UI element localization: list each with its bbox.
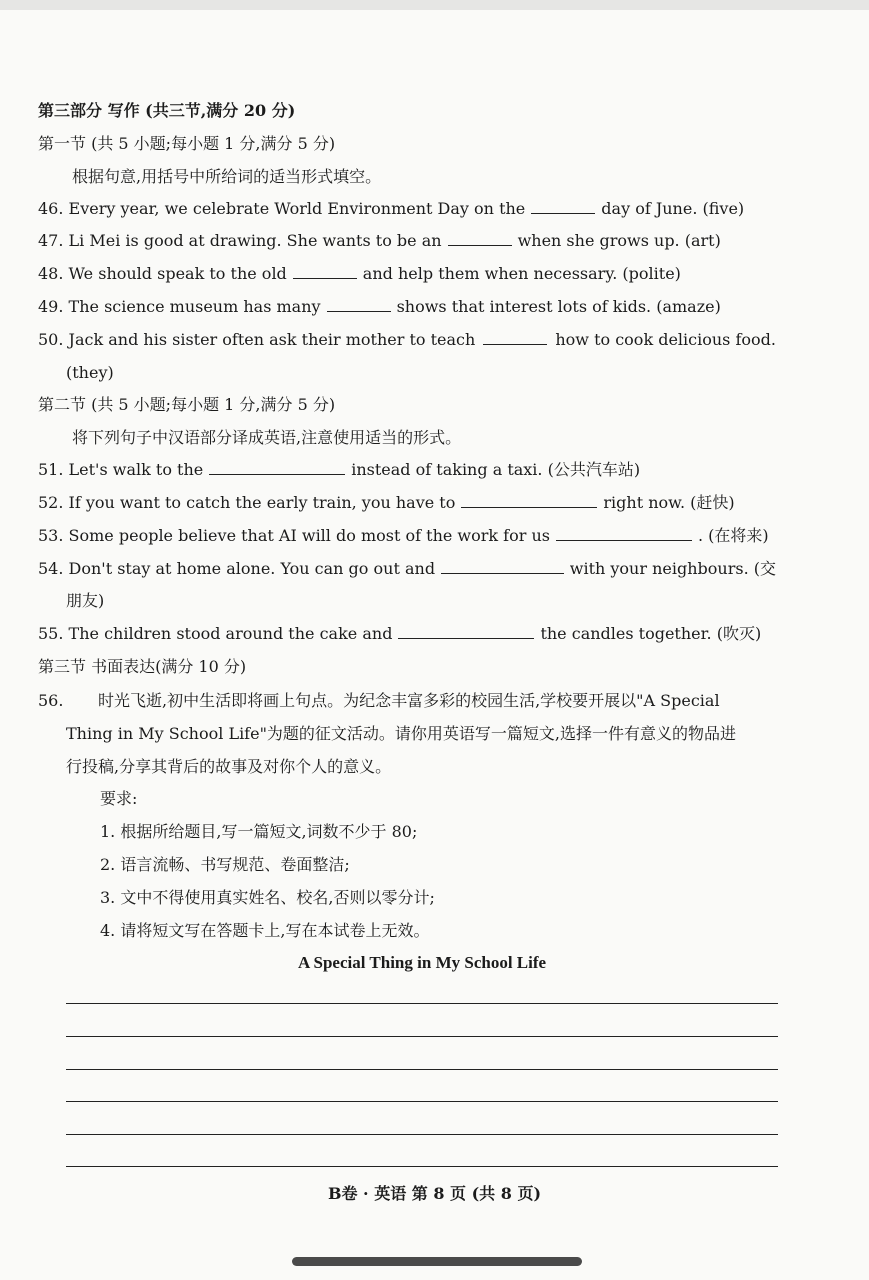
q56-prompt-line3: 行投稿,分享其背后的故事及对你个人的意义。: [66, 757, 392, 776]
part-title: 第三部分 写作 (共三节,满分 20 分): [38, 101, 296, 120]
q49-blank[interactable]: [327, 297, 391, 312]
q54-text: 54. Don't stay at home alone. You can go out and: [38, 559, 436, 578]
q51-text-after: instead of taking a taxi. (公共汽车站): [351, 460, 641, 479]
q55-blank[interactable]: [398, 624, 534, 639]
q46-text: 46. Every year, we celebrate World Environment Day on the: [38, 199, 526, 218]
q56-prompt-line2: Thing in My School Life"为题的征文活动。请你用英语写一篇短文,选择一件有意义的物品进: [66, 724, 737, 743]
q49-text: 49. The science museum has many: [38, 297, 321, 316]
page-footer: B卷 · 英语 第 8 页 (共 8 页): [327, 1184, 542, 1203]
q53-text-after: . (在将来): [697, 526, 769, 545]
question-49: [38, 297, 721, 317]
writing-line[interactable]: [66, 1036, 778, 1037]
question-54: [38, 559, 776, 579]
requirement-1: 1. 根据所给题目,写一篇短文,词数不少于 80;: [100, 822, 418, 841]
q47-text: 47. Li Mei is good at drawing. She wants to be an: [38, 231, 442, 250]
q50-text: 50. Jack and his sister often ask their mother to teach: [38, 330, 476, 349]
q53-blank[interactable]: [556, 526, 692, 541]
requirement-3: 3. 文中不得使用真实姓名、校名,否则以零分计;: [100, 888, 435, 907]
section1-instruction: 根据句意,用括号中所给词的适当形式填空。: [72, 167, 382, 186]
question-52: [38, 493, 735, 513]
question-51: [38, 460, 640, 480]
q54-text-after: with your neighbours. (交: [569, 559, 776, 578]
section1-title: 第一节 (共 5 小题;每小题 1 分,满分 5 分): [38, 134, 336, 153]
q55-text: 55. The children stood around the cake and: [38, 624, 393, 643]
q51-text: 51. Let's walk to the: [38, 460, 204, 479]
question-48: [38, 264, 681, 284]
q52-blank[interactable]: [461, 493, 597, 508]
q54-continuation: 朋友): [66, 591, 105, 610]
q47-text-after: when she grows up. (art): [517, 231, 721, 250]
q52-text-after: right now. (赶快): [603, 493, 735, 512]
question-47: [38, 231, 721, 251]
question-53: [38, 526, 769, 546]
q49-text-after: shows that interest lots of kids. (amaze): [396, 297, 721, 316]
section2-instruction: 将下列句子中汉语部分译成英语,注意使用适当的形式。: [72, 428, 462, 447]
requirement-2: 2. 语言流畅、书写规范、卷面整洁;: [100, 855, 350, 874]
q52-text: 52. If you want to catch the early train, you have to: [38, 493, 456, 512]
requirements-title: 要求:: [100, 789, 138, 808]
q53-text: 53. Some people believe that AI will do most of the work for us: [38, 526, 550, 545]
question-55: [38, 624, 761, 644]
q50-blank[interactable]: [483, 330, 547, 345]
top-edge: [0, 0, 869, 10]
writing-line[interactable]: [66, 1003, 778, 1004]
q51-blank[interactable]: [209, 460, 345, 475]
q50-continuation: (they): [66, 363, 114, 382]
writing-line[interactable]: [66, 1134, 778, 1135]
q47-blank[interactable]: [448, 231, 512, 246]
q46-blank[interactable]: [531, 199, 595, 214]
writing-line[interactable]: [66, 1069, 778, 1070]
q56-number: 56.: [38, 691, 64, 710]
writing-line[interactable]: [66, 1101, 778, 1102]
home-indicator-bar[interactable]: [292, 1257, 582, 1266]
q48-text-after: and help them when necessary. (polite): [362, 264, 681, 283]
q55-text-after: the candles together. (吹灭): [540, 624, 762, 643]
section2-title: 第二节 (共 5 小题;每小题 1 分,满分 5 分): [38, 395, 336, 414]
question-50: [38, 330, 776, 350]
essay-title: A Special Thing in My School Life: [297, 953, 547, 972]
q54-blank[interactable]: [441, 559, 564, 574]
writing-line[interactable]: [66, 1166, 778, 1167]
q56-prompt-line1: 时光飞逝,初中生活即将画上句点。为纪念丰富多彩的校园生活,学校要开展以"A Special: [98, 691, 720, 710]
q48-blank[interactable]: [293, 264, 357, 279]
q46-text-after: day of June. (five): [601, 199, 745, 218]
section3-title: 第三节 书面表达(满分 10 分): [38, 657, 247, 676]
q50-text-after: how to cook delicious food.: [555, 330, 776, 349]
question-46: [38, 199, 744, 219]
q48-text: 48. We should speak to the old: [38, 264, 287, 283]
requirement-4: 4. 请将短文写在答题卡上,写在本试卷上无效。: [100, 921, 430, 940]
